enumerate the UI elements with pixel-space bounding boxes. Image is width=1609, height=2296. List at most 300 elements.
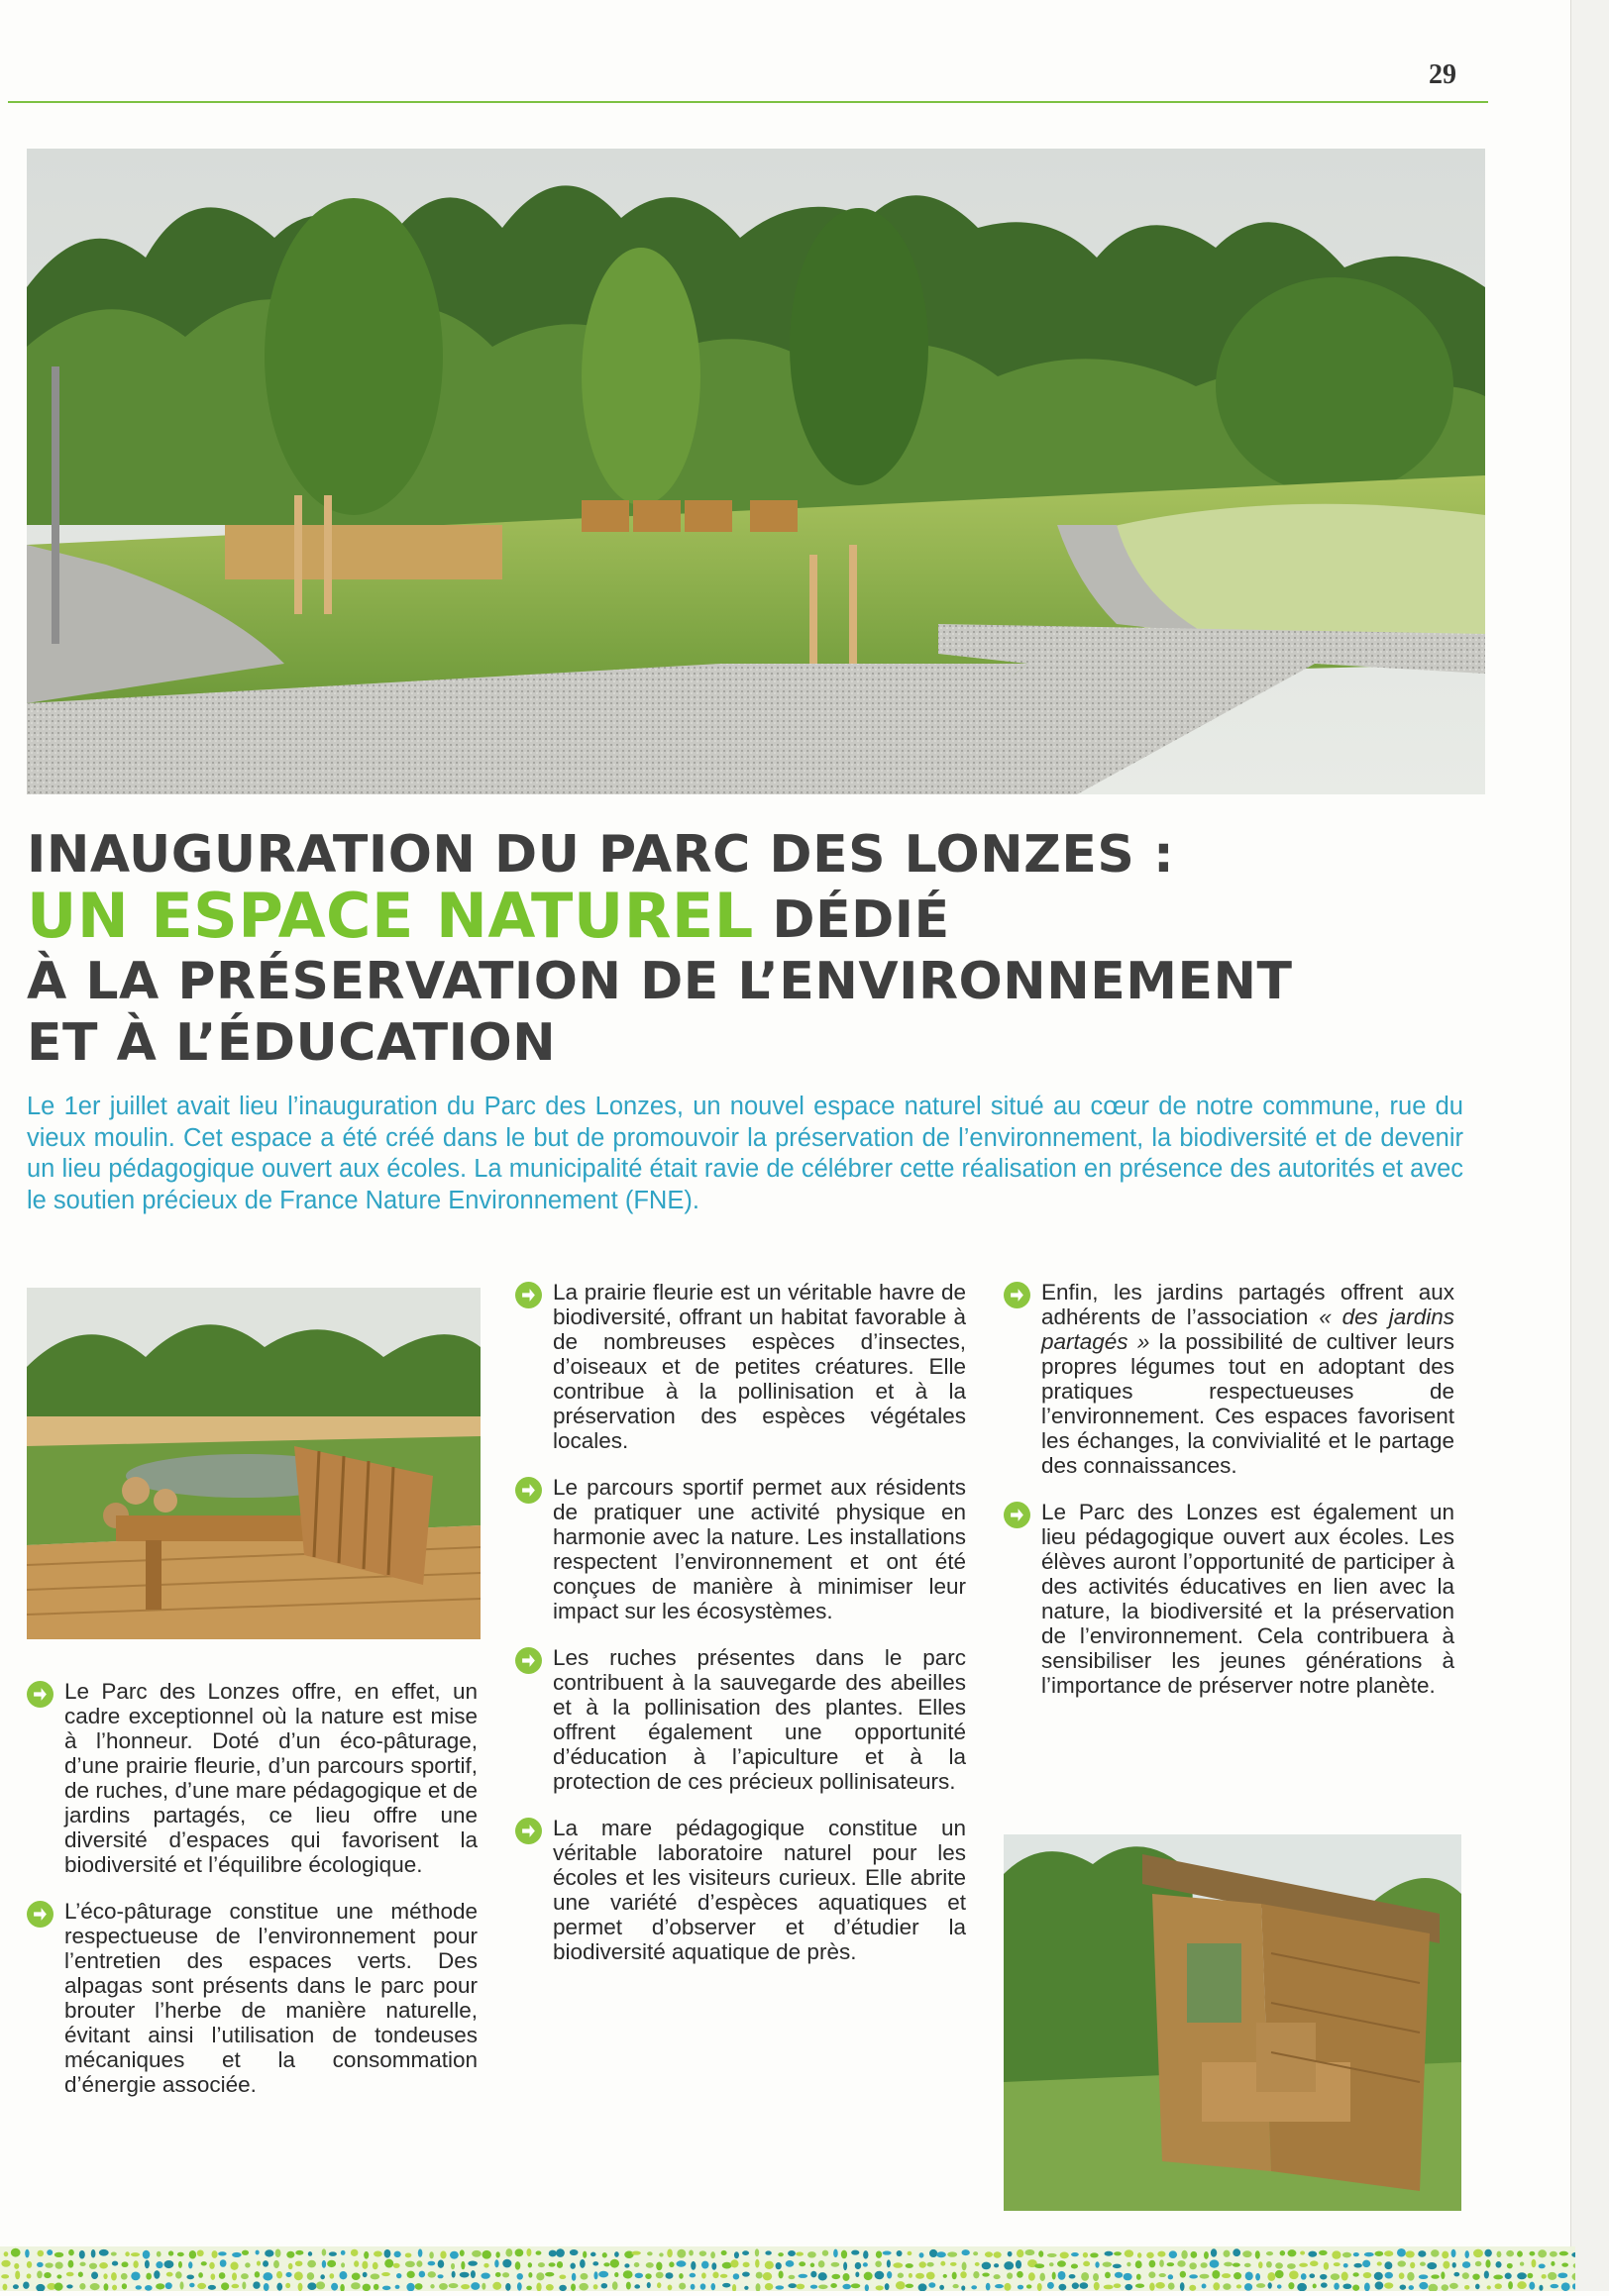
decor-dot	[1277, 2284, 1282, 2288]
decor-dot	[1297, 2283, 1307, 2291]
decor-dot	[111, 2272, 117, 2281]
decor-dot	[876, 2250, 882, 2257]
decor-dot	[230, 2262, 238, 2270]
decor-dot	[242, 2282, 246, 2290]
decor-dot	[982, 2262, 991, 2270]
decor-dot	[624, 2263, 629, 2267]
decor-dot	[908, 2251, 912, 2255]
decor-dot	[634, 2284, 640, 2288]
decor-dot	[1308, 2251, 1317, 2257]
decor-dot	[1212, 2270, 1220, 2279]
decor-dot	[1079, 2282, 1088, 2289]
decor-dot	[822, 2250, 828, 2256]
headline-line-3: À LA PRÉSERVATION DE L’ENVIRONNEMENT	[27, 952, 1293, 1011]
decor-dot	[1397, 2248, 1406, 2257]
decor-dot	[1007, 2272, 1013, 2279]
decor-dot	[352, 2273, 361, 2280]
decor-dot	[1181, 2250, 1187, 2259]
decor-dot	[973, 2271, 979, 2278]
decor-dot	[430, 2284, 434, 2289]
decor-dot	[438, 2274, 444, 2278]
decor-dot	[37, 2270, 43, 2278]
decor-dot	[950, 2262, 957, 2266]
decor-dot	[1255, 2273, 1260, 2281]
decor-dot	[1452, 2262, 1456, 2268]
decor-dot	[1464, 2250, 1469, 2258]
decor-dot	[700, 2283, 706, 2289]
decor-dot	[810, 2271, 816, 2278]
decor-dot	[263, 2260, 268, 2267]
decor-dot	[1028, 2272, 1035, 2280]
text-column-3	[1004, 1280, 1454, 1720]
decor-dot	[1289, 2270, 1299, 2279]
arrow-bullet-icon	[515, 1818, 542, 1844]
decor-dot	[756, 2272, 763, 2279]
decor-dot	[79, 2283, 85, 2290]
decor-dot	[668, 2285, 673, 2291]
decor-dot	[1384, 2250, 1393, 2256]
decor-dot	[842, 2284, 851, 2289]
decor-dot	[66, 2272, 74, 2276]
decor-dot	[614, 2272, 618, 2277]
paragraph-jardins-partages: Enfin, les jardins partagés offrent aux adhérents de l’association « des jardins partagés » la possibilité de cultiver leurs propres légumes tout en adoptant des pratiques respectueuses de l’environnement. Ces espaces favorisent les échanges, la convivialité et le partage des connaissances.	[1004, 1280, 1454, 1478]
decor-dot	[1418, 2250, 1426, 2257]
decor-dot	[1244, 2263, 1251, 2267]
decor-dot	[712, 2271, 718, 2278]
decor-dot	[231, 2284, 239, 2288]
decor-dot	[1343, 2263, 1348, 2268]
decor-dot	[1309, 2273, 1315, 2278]
decor-dot	[926, 2272, 935, 2280]
decor-dot	[614, 2251, 619, 2257]
decor-dot	[1487, 2285, 1491, 2289]
decor-dot	[232, 2272, 237, 2280]
decor-dot	[1420, 2262, 1426, 2266]
decor-dot	[667, 2249, 673, 2258]
decor-dot	[1495, 2261, 1501, 2268]
decor-dot	[851, 2250, 859, 2255]
decor-dot	[536, 2272, 544, 2280]
decor-dot	[27, 2273, 32, 2278]
decor-dot	[1506, 2250, 1514, 2256]
decor-dot	[1168, 2274, 1173, 2279]
decor-dot	[1310, 2260, 1318, 2266]
decor-dot	[276, 2283, 282, 2291]
decor-dot	[1114, 2283, 1122, 2288]
decor-dot	[27, 2261, 32, 2268]
decor-dot	[103, 2283, 108, 2290]
decor-dot	[257, 2260, 261, 2265]
paragraph-parcours-sportif: Le parcours sportif permet aux résidents de pratiquer une activité physique en harmonie avec la nature. Les installations respectent l’environnement et ont été conçues de manière à minimiser leur impact sur les écosystèmes.	[515, 1475, 966, 1623]
decor-dot	[1169, 2250, 1177, 2258]
decor-dot	[492, 2282, 501, 2290]
decor-dot	[1548, 2272, 1556, 2280]
decor-dot	[799, 2274, 808, 2278]
decor-dot	[676, 2260, 686, 2266]
decor-dot	[288, 2263, 293, 2269]
decor-dot	[1018, 2285, 1023, 2290]
decor-dot	[1058, 2284, 1066, 2291]
decor-dot	[405, 2261, 415, 2267]
decor-dot	[1258, 2261, 1263, 2268]
decor-dot	[742, 2271, 750, 2276]
decor-dot	[699, 2250, 706, 2256]
decor-dot	[416, 2260, 422, 2267]
decorative-footer-band	[0, 2246, 1575, 2291]
decor-dot	[1400, 2284, 1407, 2289]
decor-dot	[154, 2270, 160, 2279]
decor-dot	[1453, 2272, 1459, 2277]
decor-dot	[1299, 2263, 1308, 2267]
decor-dot	[1374, 2251, 1383, 2256]
decor-dot	[885, 2283, 890, 2290]
decor-dot	[66, 2284, 72, 2288]
decor-dot	[363, 2284, 371, 2291]
decor-dot	[1485, 2259, 1490, 2267]
decor-dot	[384, 2259, 393, 2268]
decor-dot	[1136, 2274, 1141, 2280]
decor-dot	[505, 2248, 512, 2256]
decor-dot	[841, 2250, 847, 2259]
decor-dot	[986, 2283, 991, 2291]
decor-dot	[843, 2261, 847, 2270]
decor-dot	[294, 2271, 303, 2280]
decor-dot	[1517, 2281, 1527, 2289]
decor-dot	[341, 2262, 345, 2267]
decor-dot	[875, 2271, 885, 2279]
decor-dot	[461, 2261, 465, 2269]
decor-dot	[1233, 2263, 1240, 2267]
decor-dot	[545, 2272, 554, 2277]
decor-dot	[536, 2282, 541, 2291]
decor-dot	[1301, 2273, 1307, 2280]
decor-dot	[863, 2250, 868, 2258]
decor-dot	[91, 2249, 96, 2257]
decor-dot	[429, 2251, 434, 2258]
decor-dot	[1475, 2261, 1482, 2266]
decor-dot	[1148, 2271, 1155, 2278]
decor-dot	[1200, 2274, 1210, 2279]
decor-dot	[876, 2285, 884, 2290]
decor-dot	[1004, 2283, 1011, 2291]
decor-dot	[1224, 2250, 1231, 2257]
hero-photo-park	[27, 149, 1485, 794]
decor-dot	[495, 2272, 501, 2277]
decor-dot	[1105, 2272, 1111, 2279]
decor-dot	[47, 2249, 53, 2255]
decor-dot	[1256, 2283, 1265, 2288]
decor-dot	[833, 2249, 838, 2257]
decor-dot	[285, 2272, 291, 2277]
decor-dot	[1334, 2262, 1341, 2266]
decor-dot	[679, 2273, 684, 2279]
decor-dot	[2, 2284, 7, 2291]
decor-dot	[1149, 2283, 1155, 2291]
decor-dot	[1189, 2274, 1198, 2278]
decor-dot	[112, 2285, 117, 2291]
decor-dot	[583, 2251, 587, 2258]
decor-dot	[851, 2283, 861, 2288]
decor-dot	[242, 2250, 249, 2255]
decor-dot	[1095, 2261, 1099, 2267]
decor-dot	[1204, 2251, 1209, 2259]
decor-dot	[1495, 2283, 1502, 2289]
decor-dot	[778, 2252, 784, 2256]
decor-dot	[54, 2283, 63, 2291]
decor-dot	[362, 2261, 368, 2269]
decor-dot	[1557, 2272, 1567, 2278]
decor-dot	[131, 2252, 140, 2256]
decor-dot	[592, 2261, 598, 2265]
decor-dot	[1004, 2261, 1014, 2269]
decor-dot	[919, 2252, 924, 2257]
decor-dot	[339, 2271, 347, 2279]
text-column-1	[27, 1679, 478, 2119]
decor-dot	[701, 2261, 709, 2269]
decor-dot	[419, 2271, 426, 2278]
decor-dot	[743, 2262, 750, 2268]
decor-dot	[494, 2259, 498, 2267]
decor-dot	[711, 2283, 716, 2290]
decor-dot	[1069, 2274, 1076, 2279]
decor-dot	[603, 2262, 609, 2266]
decor-dot	[897, 2250, 903, 2256]
decor-dot	[1093, 2273, 1099, 2281]
decor-dot	[245, 2262, 250, 2267]
decor-dot	[570, 2263, 575, 2269]
decor-dot	[452, 2271, 456, 2278]
decor-dot	[528, 2262, 532, 2267]
decor-dot	[765, 2250, 771, 2254]
article-headline	[27, 824, 1414, 1074]
decor-dot	[788, 2283, 797, 2288]
decor-dot	[351, 2249, 358, 2256]
decor-dot	[730, 2259, 738, 2267]
decor-dot	[1507, 2263, 1513, 2268]
decor-dot	[1398, 2260, 1406, 2266]
decor-dot	[25, 2249, 29, 2258]
decor-dot	[796, 2251, 804, 2255]
decor-dot	[763, 2272, 772, 2280]
decor-dot	[1177, 2260, 1185, 2267]
decor-dot	[755, 2248, 759, 2256]
decor-dot	[495, 2251, 499, 2257]
decor-dot	[1484, 2249, 1491, 2257]
decor-dot	[218, 2251, 227, 2255]
decor-dot	[1384, 2282, 1393, 2288]
decor-dot	[371, 2273, 380, 2279]
decor-dot	[733, 2273, 740, 2279]
decor-dot	[744, 2286, 748, 2290]
decor-dot	[536, 2250, 542, 2254]
decor-dot	[1496, 2251, 1501, 2257]
decor-dot	[91, 2271, 98, 2279]
decor-dot	[796, 2284, 804, 2290]
decor-dot	[865, 2284, 869, 2291]
decor-dot	[1037, 2283, 1042, 2291]
decor-dot	[418, 2248, 423, 2256]
decor-dot	[1384, 2261, 1392, 2269]
page-edge	[1570, 0, 1609, 2291]
headline-line-1: INAUGURATION DU PARC DES LONZES :	[27, 825, 1175, 885]
decor-dot	[1135, 2284, 1144, 2288]
decor-dot	[374, 2284, 379, 2290]
decor-dot	[175, 2271, 182, 2278]
decor-dot	[1159, 2259, 1164, 2267]
decor-dot	[1071, 2264, 1078, 2269]
decor-dot	[952, 2272, 957, 2280]
decor-dot	[943, 2274, 947, 2278]
decor-dot	[1539, 2264, 1546, 2269]
decor-dot	[973, 2251, 978, 2255]
arrow-bullet-icon	[515, 1282, 542, 1308]
decor-dot	[579, 2283, 589, 2291]
decor-dot	[13, 2284, 19, 2289]
decor-dot	[407, 2271, 415, 2278]
decor-dot	[1559, 2251, 1568, 2256]
decor-dot	[883, 2250, 892, 2254]
decor-dot	[1527, 2273, 1533, 2279]
decor-dot	[1103, 2261, 1112, 2266]
decor-dot	[601, 2283, 608, 2288]
decor-dot	[329, 2251, 337, 2255]
lead-paragraph: Le 1er juillet avait lieu l’inauguration du Parc des Lonzes, un nouvel espace naturel situé au cœur de notre commune, rue du vieux moulin. Cet espace a été créé dans le but de promouvoir la préservation de l’environnement, la biodiversité et de devenir un lieu pédagogique ouvert aux écoles. La municipalité était ravie de célébrer cette réalisation en présence des autorités et avec le soutien précieux de France Nature Environnement (FNE).	[27, 1093, 1463, 1214]
decor-dot	[1475, 2284, 1480, 2290]
decor-dot	[789, 2275, 796, 2279]
decor-dot	[1191, 2251, 1198, 2258]
decor-dot	[1561, 2263, 1568, 2267]
decor-dot	[179, 2281, 183, 2289]
decor-dot	[1374, 2272, 1383, 2280]
decor-dot	[483, 2263, 488, 2268]
paragraph-prairie-fleurie: La prairie fleurie est un véritable havre de biodiversité, offrant un habitat favorable à de nombreuses espèces d’insectes, d’oiseaux et de petites créatures. Elle contribue à la pollinisation et à la préservation des espèces végétales locales.	[515, 1280, 966, 1453]
decor-dot	[1493, 2275, 1503, 2280]
decor-dot	[1052, 2272, 1056, 2280]
decor-dot	[776, 2285, 785, 2289]
decor-dot	[936, 2251, 946, 2257]
decor-dot	[549, 2262, 556, 2266]
decor-dot	[1484, 2270, 1489, 2278]
decor-dot	[1352, 2285, 1359, 2291]
decor-dot	[298, 2283, 303, 2291]
decor-dot	[593, 2271, 597, 2279]
decor-dot	[1024, 2249, 1034, 2255]
decor-dot	[201, 2261, 207, 2265]
decor-dot	[1266, 2261, 1272, 2268]
decor-dot	[1, 2260, 10, 2267]
decor-dot	[1520, 2261, 1524, 2265]
shelter-photo	[1004, 1834, 1461, 2211]
decor-dot	[221, 2282, 229, 2290]
decor-dot	[995, 2284, 1004, 2288]
decor-dot	[722, 2283, 730, 2288]
decor-dot	[99, 2262, 108, 2269]
headline-line-4: ET À L’ÉDUCATION	[27, 1013, 557, 1073]
decor-dot	[1, 2274, 9, 2278]
decor-dot	[1072, 2282, 1079, 2289]
decor-dot	[1441, 2271, 1445, 2279]
decor-dot	[255, 2271, 261, 2277]
decor-dot	[354, 2260, 359, 2267]
decor-dot	[197, 2283, 206, 2289]
decor-dot	[982, 2273, 990, 2277]
decor-dot	[14, 2263, 19, 2269]
decor-dot	[307, 2272, 314, 2280]
decor-dot	[906, 2263, 913, 2268]
decor-dot	[23, 2281, 29, 2288]
decor-dot	[1517, 2272, 1527, 2279]
decor-dot	[1377, 2261, 1382, 2265]
decor-dot	[626, 2282, 631, 2290]
decor-dot	[635, 2273, 643, 2279]
decor-dot	[428, 2271, 436, 2277]
decor-dot	[1245, 2272, 1253, 2281]
decor-dot	[38, 2250, 45, 2256]
decor-dot	[1473, 2249, 1483, 2258]
decor-dot	[286, 2251, 294, 2258]
decor-dot	[1026, 2284, 1031, 2288]
decor-dot	[1114, 2251, 1122, 2255]
decor-dot	[189, 2283, 194, 2288]
text-column-2	[515, 1280, 966, 1986]
decor-dot	[1288, 2282, 1294, 2289]
decor-dot	[166, 2272, 173, 2277]
decor-dot	[143, 2250, 151, 2259]
decor-dot	[928, 2282, 935, 2288]
decor-dot	[1364, 2252, 1374, 2256]
decor-dot	[209, 2262, 215, 2269]
decor-dot	[256, 2250, 260, 2255]
decor-dot	[273, 2260, 279, 2268]
decor-dot	[471, 2282, 480, 2290]
decor-dot	[406, 2283, 414, 2291]
decor-dot	[186, 2274, 194, 2279]
decor-dot	[1266, 2251, 1273, 2255]
decor-dot	[1060, 2251, 1069, 2258]
decor-dot	[471, 2270, 476, 2278]
decor-dot	[962, 2249, 970, 2255]
decor-dot	[232, 2252, 242, 2257]
decor-dot	[786, 2260, 795, 2267]
decor-dot	[1180, 2271, 1186, 2278]
decor-dot	[1399, 2272, 1405, 2279]
decor-dot	[90, 2283, 100, 2290]
decor-dot	[1451, 2249, 1456, 2257]
decor-dot	[1561, 2282, 1570, 2291]
decor-dot	[131, 2272, 140, 2281]
decor-dot	[381, 2272, 390, 2276]
decor-dot	[1364, 2282, 1370, 2291]
decor-dot	[1094, 2282, 1100, 2291]
decor-dot	[1341, 2272, 1348, 2281]
decor-dot	[647, 2282, 651, 2288]
decor-dot	[896, 2281, 906, 2289]
decor-dot	[1047, 2253, 1057, 2257]
decor-dot	[1038, 2250, 1043, 2257]
decor-dot	[163, 2260, 173, 2268]
decor-dot	[657, 2282, 661, 2288]
decor-dot	[875, 2260, 882, 2267]
decor-dot	[690, 2273, 697, 2278]
decor-dot	[546, 2284, 554, 2290]
decor-dot	[1113, 2264, 1122, 2268]
decor-dot	[1505, 2273, 1512, 2279]
decor-dot	[515, 2248, 524, 2256]
decor-dot	[1287, 2263, 1296, 2269]
decor-dot	[1224, 2262, 1233, 2267]
decor-dot	[1180, 2282, 1185, 2291]
decor-dot	[646, 2262, 654, 2268]
